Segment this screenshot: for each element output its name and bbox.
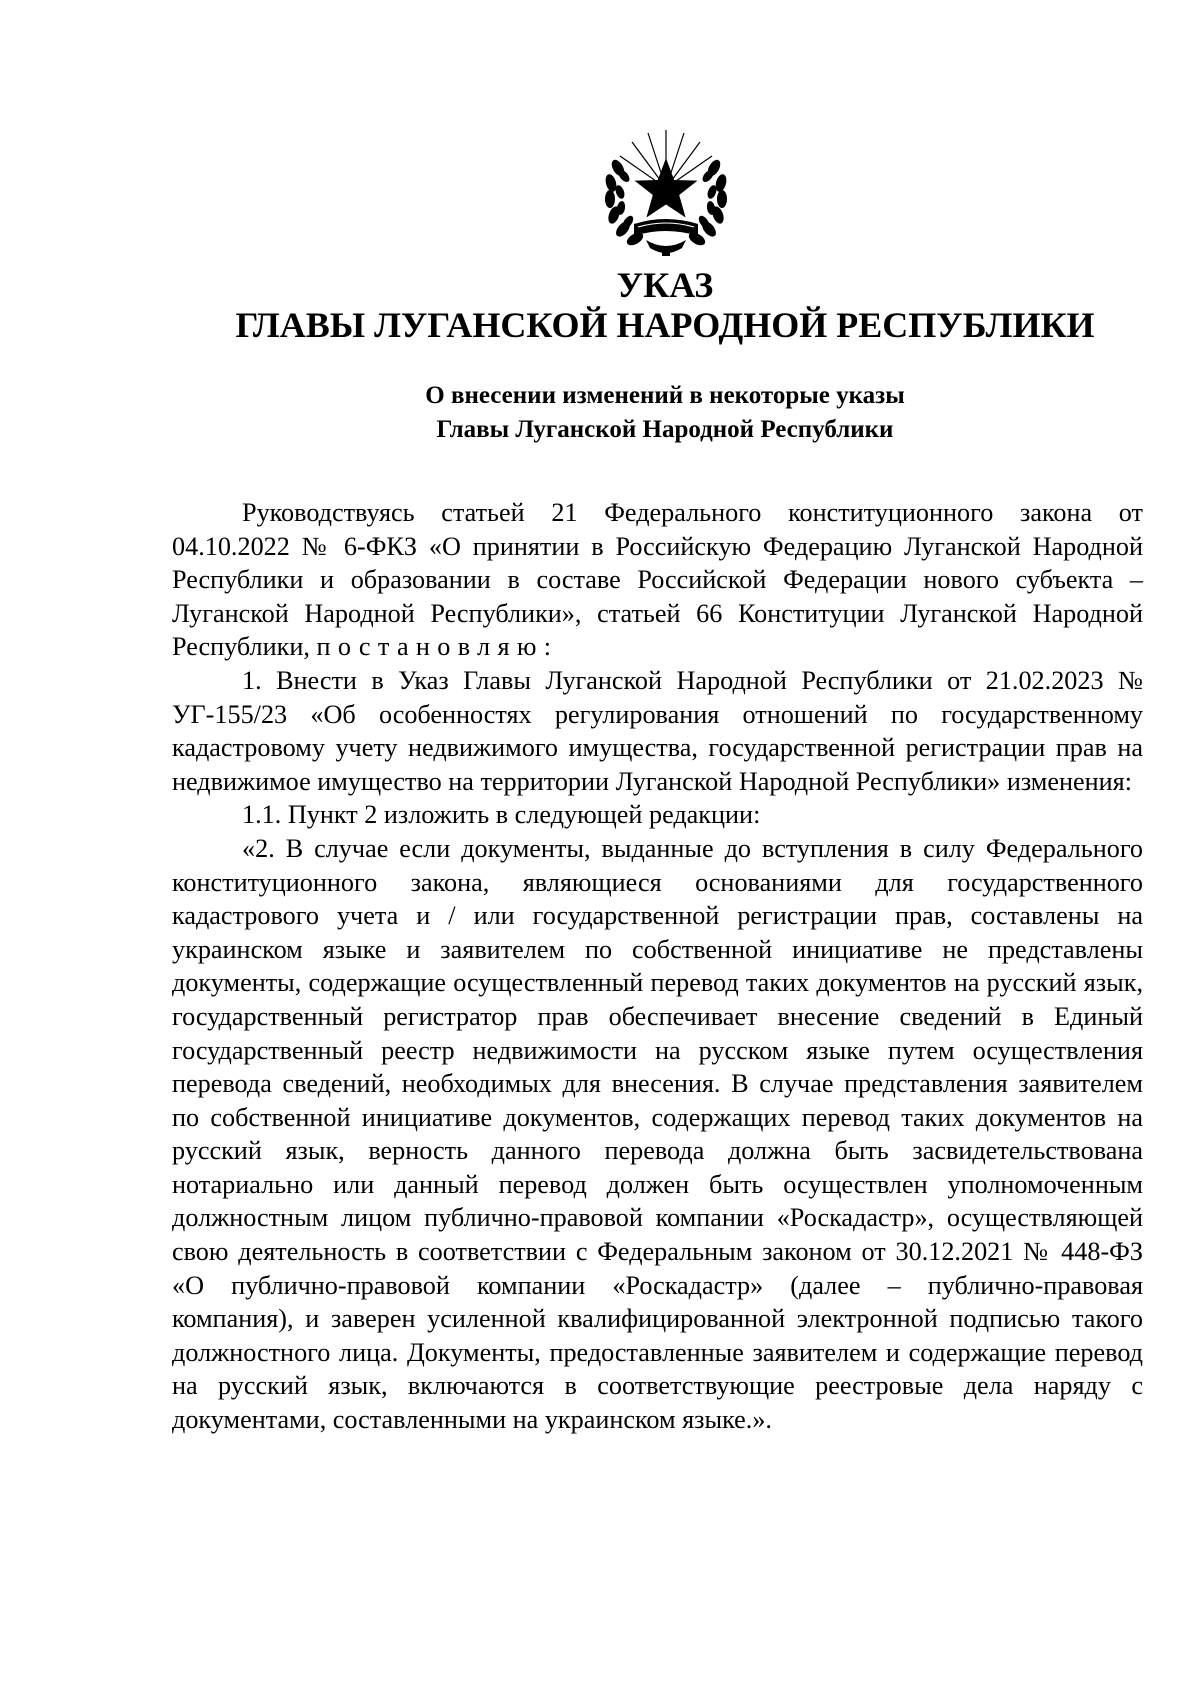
preamble-paragraph	[172, 496, 1143, 664]
item-1-1-text-paragraph: «2. В случае если документы, выданные до вступления в силу Федерального конституционного закона, являющиеся основаниями для государственного кадастрового учета и / или государственной регистрации прав, составлены на украинском языке и заявителем по собственной инициативе не представлены документы, содержащие осуществленный перевод таких документов на русский язык, государственный регистратор прав обеспечивает внесение сведений в Единый государственный реестр недвижимости на русском языке путем осуществления перевода сведений, необходимых для внесения. В случае представления заявителем по собственной инициативе документов, содержащих перевод таких документов на русский язык, верность данного перевода должна быть засвидетельствована нотариально или данный перевод должен быть осуществлен уполномоченным должностным лицом публично-правовой компании «Роскадастр», осуществляющей свою деятельность в соответствии с Федеральным законом от 30.12.2021 № 448-ФЗ «О публично-правовой компании «Роскадастр» (далее – публично-правовая компания), и заверен усиленной квалифицированной электронной подписью такого должностного лица. Документы, предоставленные заявителем и содержащие перевод на русский язык, включаются в соответствующие реестровые дела наряду с документами, составленными на украинском языке.».	[172, 833, 1143, 1435]
subject-line-2: Главы Луганской Народной Республики	[436, 416, 894, 443]
issuer-title: ГЛАВЫ ЛУГАНСКОЙ НАРОДНОЙ РЕСПУБЛИКИ	[235, 305, 1095, 345]
subject-line-1: О внесении изменений в некоторые указы	[425, 382, 905, 409]
item-1-1-paragraph: 1.1. Пункт 2 изложить в следующей редакции:	[242, 800, 761, 830]
item-1-paragraph: 1. Внести в Указ Главы Луганской Народной Республики от 21.02.2023 № УГ-155/23 «Об особенностях регулирования отношений по государственному кадастровому учету недвижимого имущества, государственной регистрации прав на недвижимое имущество на территории Луганской Народной Республики» изменения:	[172, 665, 1143, 796]
preamble-text: Руководствуясь статьей 21 Федерального конституционного закона от 04.10.2022 № 6-ФКЗ «О принятии в Российскую Федерацию Луганской Народной Республики и образовании в составе Российской Федерации нового субъекта – Луганской Народной Республики», статьей 66 Конституции Луганской Народной Республики,	[172, 498, 1143, 662]
decree-word: постановляю:	[316, 632, 559, 662]
document-body	[172, 496, 1143, 1437]
coat-of-arms-icon	[598, 128, 734, 260]
document-type-title: УКАЗ	[616, 265, 714, 305]
